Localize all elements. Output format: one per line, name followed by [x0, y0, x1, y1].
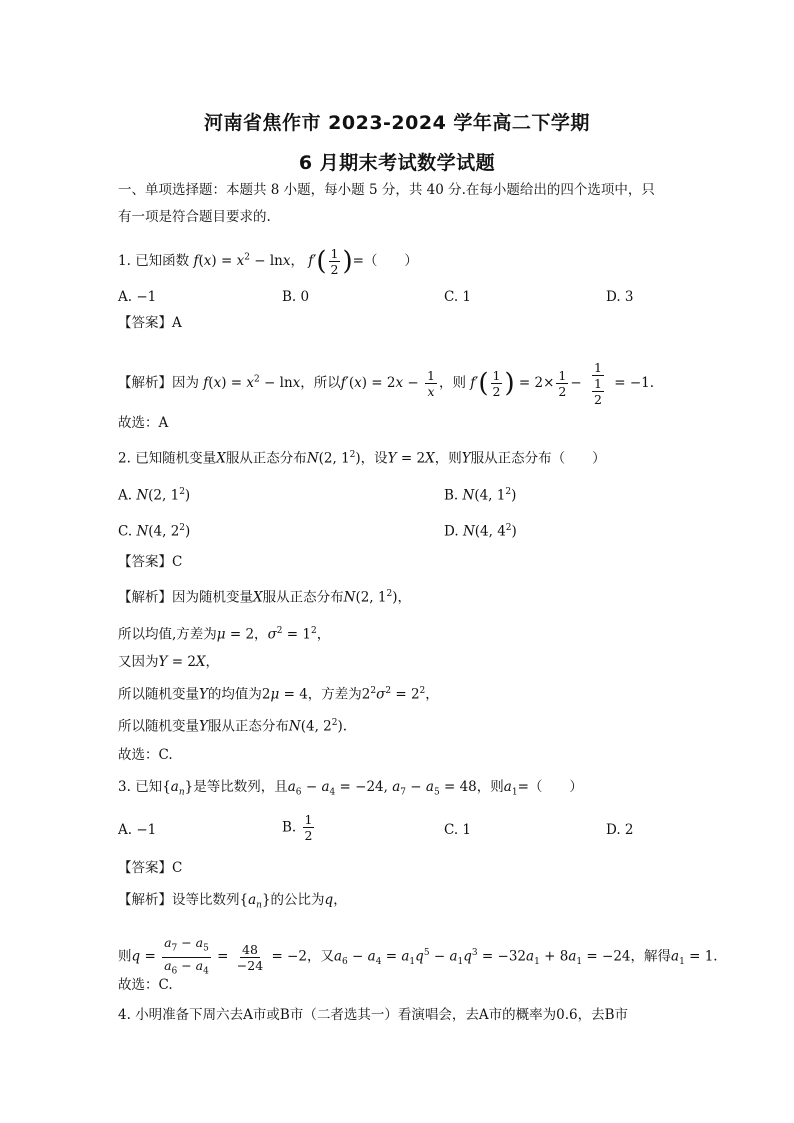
question-2-number: 2.: [118, 450, 131, 467]
question-4-text: 小明准备下周六去A市或B市（二者选其一）看演唱会，去A市的概率为0.6，去B市: [135, 1007, 628, 1023]
question-4-stem: [118, 1006, 628, 1024]
q2-solution-line2: 所以均值,方差为μ = 2，$\sigma^2 = 1^2$，: [118, 626, 331, 643]
q2-solution-line4: 所以随机变量Y的均值为2μ = 4，方差为$2^2\sigma^2 = 2^2$，: [118, 686, 439, 703]
q3-sol-text-2c: ，解得: [630, 948, 671, 965]
q2-answer: 【答案】C: [118, 554, 183, 570]
question-3-text-b: 是等比数列，且: [193, 779, 288, 795]
q3-option-c: C. 1: [444, 822, 472, 838]
question-2-text-e: 服从正态分布（ ）: [470, 450, 606, 467]
question-2-text-d: ，则: [434, 450, 462, 467]
q3-sol-text-2a: 则: [118, 948, 132, 965]
q1-option-d: D. 3: [606, 289, 634, 305]
question-3-text-c: ，则: [476, 779, 504, 795]
q1-answer: 【答案】A: [118, 315, 182, 331]
q3-option-d: D. 2: [606, 822, 634, 838]
question-1-text-a: 已知函数: [135, 253, 190, 269]
doc-title-line2: 6 月期末考试数学试题: [298, 152, 496, 174]
q2-solution-line1: 【解析】因为随机变量X服从正态分布N(2, $1^2$)，: [118, 589, 411, 606]
q2-option-c: C. N(4, $2^2$): [118, 523, 191, 540]
question-3-number: 3.: [118, 779, 131, 795]
q2-option-b: B. N(4, $1^2$): [444, 487, 517, 504]
question-3-text-d: =（ ）: [517, 779, 583, 795]
q2-sol-text-2: 所以均值,方差为: [118, 626, 217, 643]
q2-option-d: D. N(4, $4^2$): [444, 523, 517, 540]
q1-option-a: A. −1: [118, 289, 157, 305]
q2-sol-text-4a: 所以随机变量: [118, 686, 199, 703]
q1-option-b: B. 0: [282, 289, 310, 305]
question-2-text-a: 已知随机变量: [135, 450, 217, 467]
q2-sol-text-4b: 的均值为: [207, 686, 262, 703]
q2-solution-line3: 又因为Y = 2X，: [118, 654, 220, 670]
q1-solution-label: 【解析】: [118, 375, 172, 391]
q1-solution: 【解析】因为 $f(x) = x^2 - \ln x$，所以f′(x) = 2x − $\frac{1}{x}$ ，则 f′( $\frac{1}{2}$ ) = 2× $\frac{1}{2}$ − $\frac{1}{\frac{1}{2}}$ = −1.: [118, 360, 655, 407]
q2-solution-label: 【解析】: [118, 589, 172, 606]
q2-option-a: A. N(2, $1^2$): [118, 487, 191, 504]
q1-sol-text-b: ，所以: [300, 375, 341, 391]
section-header-line1: 一、单项选择题：本题共 8 小题，每小题 5 分，共 40 分.在每小题给出的四个选项中，只: [118, 182, 655, 198]
question-2-text-b: 服从正态分布: [225, 450, 307, 467]
question-3-text-a: 已知: [135, 779, 163, 795]
q2-sol-text-4c: ，方差为: [307, 686, 362, 703]
q2-sol-text-1b: 服从正态分布: [262, 589, 344, 606]
q2-sol-text-5b: 服从正态分布: [207, 718, 289, 735]
q3-option-a: A. −1: [118, 822, 157, 838]
question-3-stem: 3. 已知$\{a_n\}$是等比数列，且$a_6 - a_4 = -24$, $a_7 - a_5 = 48$，则$a_1=$（ ）: [118, 779, 583, 798]
q3-conclusion: 故选：C.: [118, 977, 173, 993]
q3-solution-label: 【解析】: [118, 892, 172, 908]
q3-sol-text-2b: ，又: [306, 948, 334, 965]
q3-option-b: B. $\frac{1}{2}$: [282, 812, 313, 843]
question-1-stem: 1. 已知函数 $f(x) = x^2 - \ln x$， f′( $\frac{1}{2}$ )=（ ）: [118, 246, 418, 277]
q1-conclusion: 故选：A: [118, 415, 169, 431]
q3-sol-text-1b: 的公比为: [270, 892, 325, 908]
q1-sol-text-c: ，则: [438, 375, 466, 391]
question-4-number: 4.: [118, 1007, 131, 1023]
q2-sol-text-5a: 所以随机变量: [118, 718, 199, 735]
fraction-one-half: $\frac{1}{2}$: [330, 246, 339, 277]
q1-sol-text-a: 因为: [172, 375, 199, 391]
q3-sol-text-1: 设等比数列: [172, 892, 240, 908]
section-header-line2: 有一项是符合题目要求的.: [118, 209, 271, 225]
question-1-number: 1.: [118, 253, 131, 269]
q2-conclusion: 故选：C.: [118, 747, 173, 763]
q3-solution-line1: 【解析】设等比数列$\{a_n\}$的公比为q，: [118, 892, 347, 911]
q3-answer: 【答案】C: [118, 860, 183, 876]
question-2-text-c: ，设: [360, 450, 388, 467]
q2-sol-text-3: 又因为: [118, 654, 159, 670]
q2-solution-line5: 所以随机变量Y服从正态分布N(4, $2^2$).: [118, 718, 348, 735]
q3-solution-line2: 则q = $\frac{a_7 - a_5}{a_6 - a_4}$ = $\frac{48}{-24}$ = −2，又$a_6 - a_4 = a_1q^5 - a_1q^3 = -32a_1 + 8a_1 = -24$，解得$a_1 = 1$.: [118, 935, 718, 976]
q1-option-c: C. 1: [444, 289, 472, 305]
question-2-stem: 2. 已知随机变量X服从正态分布N(2, $1^2$)，设Y = 2X，则Y服从正态分布（ ）: [118, 450, 606, 467]
doc-title-line1: 河南省焦作市 2023-2024 学年高二下学期: [204, 112, 590, 134]
q2-sol-text-1: 因为随机变量: [172, 589, 253, 606]
question-1-text-b: ，: [290, 253, 304, 269]
question-1-text-c: =（ ）: [352, 253, 418, 269]
